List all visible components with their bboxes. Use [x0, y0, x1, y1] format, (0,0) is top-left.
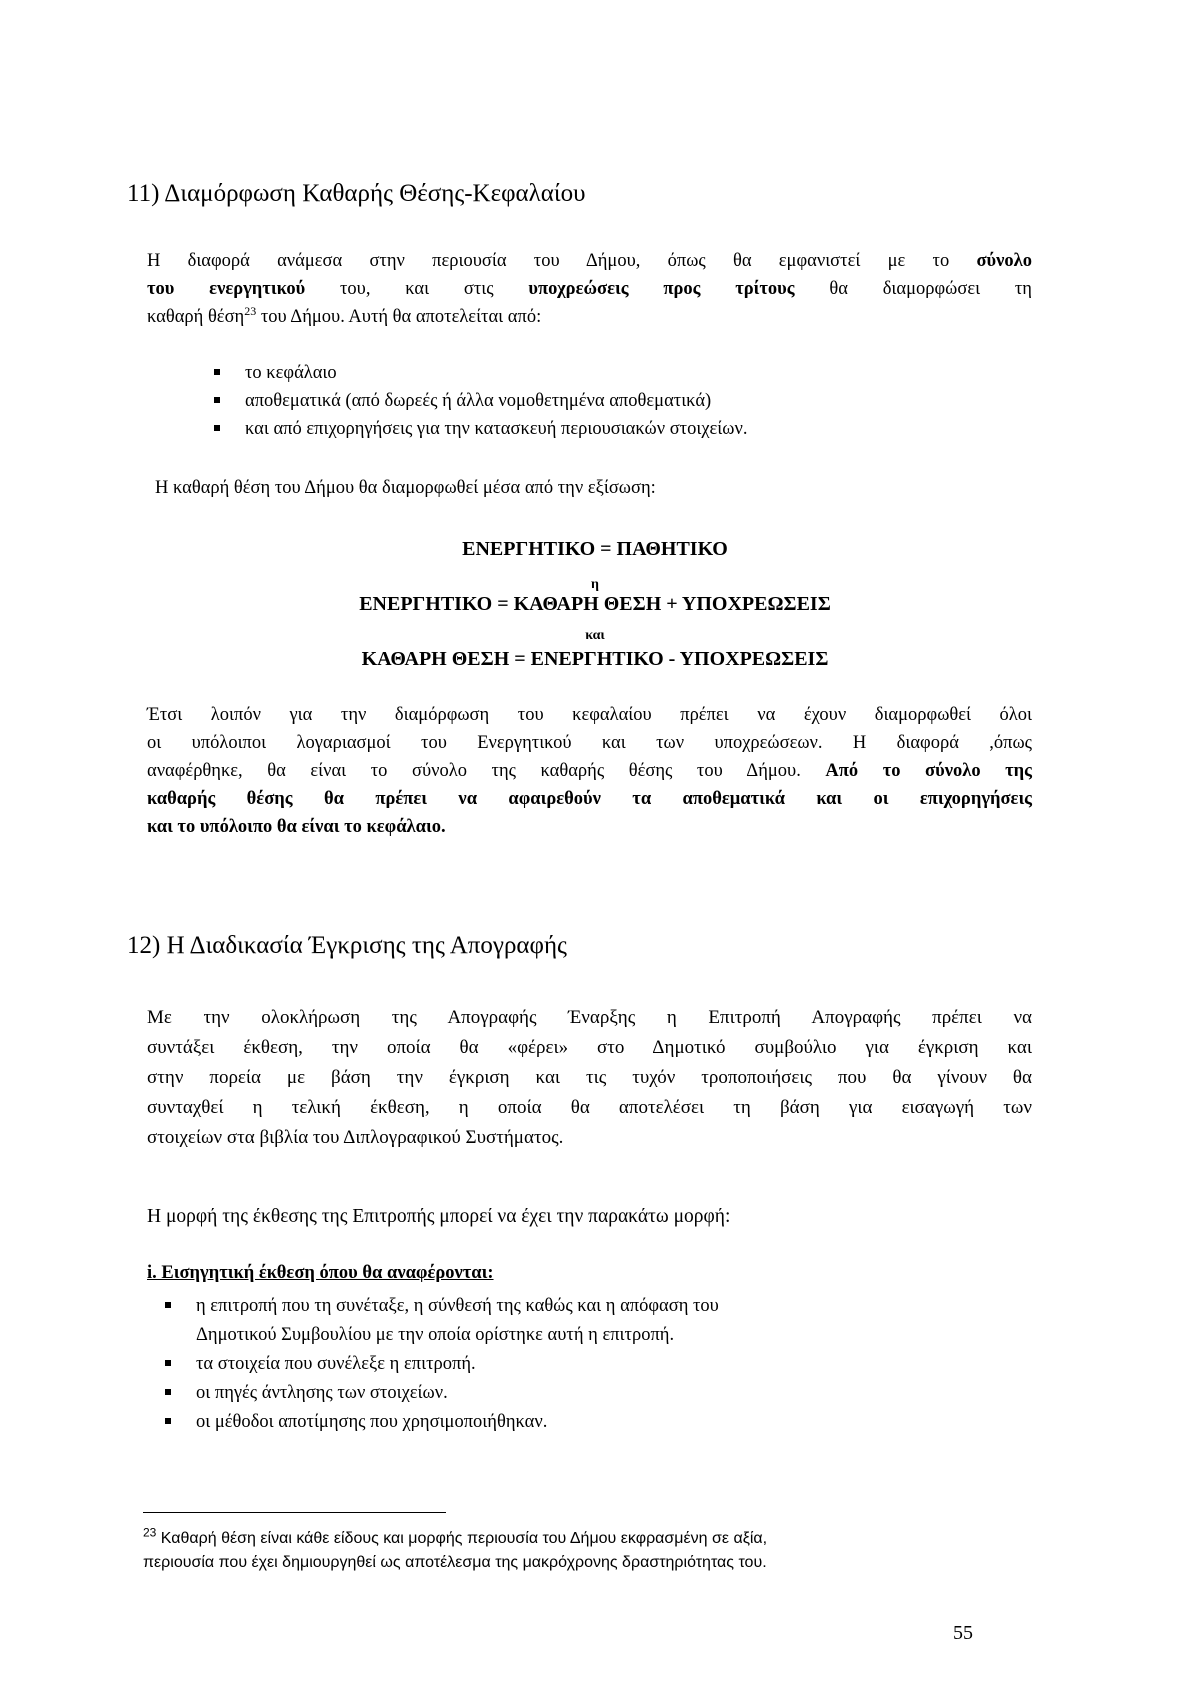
section-11-heading: 11) Διαμόρφωση Καθαρής Θέσης-Κεφαλαίου	[127, 180, 586, 207]
list-item	[210, 387, 747, 415]
bullet-icon	[165, 1389, 171, 1395]
bullet-icon	[165, 1302, 171, 1308]
list-item	[160, 1350, 719, 1379]
footnote-separator	[143, 1512, 446, 1513]
footnote-ref[interactable]: 23	[244, 303, 257, 318]
conclusion-line-5: και το υπόλοιπο θα είναι το κεφάλαιο.	[147, 817, 446, 837]
list-item-text: η επιτροπή που τη συνέταξε, η σύνθεσή της καθώς και η απόφαση του	[196, 1296, 719, 1316]
equation-intro: Η καθαρή θέση του Δήμου θα διαμορφωθεί μέσα από την εξίσωση:	[155, 478, 656, 498]
list-item-text: το κεφάλαιο	[245, 363, 337, 383]
intro-text: του Δήμου. Αυτή θα αποτελείται από:	[256, 307, 542, 327]
report-form-intro: Η μορφή της έκθεσης της Επιτροπής μπορεί να έχει την παρακάτω μορφή:	[147, 1206, 731, 1227]
approval-line-3: στην πορεία με βάση την έγκριση και τις τυχόν τροποποιήσεις που θα γίνουν θα	[147, 1067, 1032, 1088]
intro-bold-assets: του ενεργητικού	[147, 279, 306, 299]
equation-1: ΕΝΕΡΓΗΤΙΚΟ = ΠΑΘΗΤΙΚΟ	[462, 538, 728, 560]
equation-and: και	[585, 628, 605, 643]
approval-line-5: στοιχείων στα βιβλία του Διπλογραφικού Συστήματος.	[147, 1127, 564, 1148]
intro-line-3	[147, 303, 1032, 331]
list-item	[210, 359, 747, 387]
report-item-label: i. Εισηγητική έκθεση όπου θα αναφέρονται:	[147, 1263, 494, 1283]
footnote-line-1	[143, 1527, 1003, 1551]
bullet-icon	[214, 397, 220, 403]
footnote-number: 23	[143, 1525, 157, 1540]
list-item	[160, 1379, 719, 1408]
footnote-text: Καθαρή θέση είναι κάθε είδους και μορφής περιουσία του Δήμου εκφρασμένη σε αξία,	[156, 1530, 768, 1547]
equation-or: η	[591, 577, 599, 592]
equation-3: ΚΑΘΑΡΗ ΘΕΣΗ = ΕΝΕΡΓΗΤΙΚΟ - ΥΠΟΧΡΕΩΣΕΙΣ	[361, 648, 829, 670]
list-item-text: τα στοιχεία που συνέλεξε η επιτροπή.	[196, 1354, 476, 1374]
footnote-line-2: περιουσία που έχει δημιουργηθεί ως αποτέλεσμα της μακρόχρονης δραστηριότητας του.	[143, 1554, 767, 1571]
conclusion-line-4: καθαρής θέσης θα πρέπει να αφαιρεθούν τα αποθεματικά και οι επιχορηγήσεις	[147, 789, 1032, 809]
conclusion-text: αναφέρθηκε, θα είναι το σύνολο της καθαρής θέσης του Δήμου.	[147, 761, 826, 781]
list-item-text: Δημοτικού Συμβουλίου με την οποία ορίστηκε αυτή η επιτροπή.	[196, 1325, 675, 1345]
list-item	[160, 1292, 719, 1321]
conclusion-line-3	[147, 757, 1032, 785]
list-item	[160, 1408, 719, 1437]
intro-text: καθαρή θέση	[147, 307, 245, 327]
page-number: 55	[953, 1622, 973, 1644]
bullet-icon	[214, 425, 220, 431]
list-item	[210, 415, 747, 443]
list-item-text: αποθεματικά (από δωρεές ή άλλα νομοθετημένα αποθεματικά)	[245, 391, 712, 411]
intro-line-1	[147, 247, 1032, 275]
approval-line-2: συντάξει έκθεση, την οποία θα «φέρει» στο Δημοτικό συμβούλιο για έγκριση και	[147, 1037, 1032, 1058]
report-bullet-list	[160, 1292, 719, 1437]
approval-line-1: Με την ολοκλήρωση της Απογραφής Έναρξης η Επιτροπή Απογραφής πρέπει να	[147, 1007, 1032, 1028]
conclusion-bold-text: Από το σύνολο της	[825, 761, 1032, 781]
conclusion-line-1: Έτσι λοιπόν για την διαμόρφωση του κεφαλαίου πρέπει να έχουν διαμορφωθεί όλοι	[147, 705, 1032, 725]
intro-text: θα διαμορφώσει τη	[794, 279, 1032, 299]
bullet-icon	[165, 1360, 171, 1366]
intro-bold-total: σύνολο	[976, 251, 1032, 271]
intro-paragraph	[147, 247, 1032, 331]
intro-text: Η διαφορά ανάμεσα στην περιουσία του Δήμου, όπως θα εμφανιστεί με το	[147, 251, 977, 271]
list-item-continuation	[160, 1321, 719, 1350]
intro-text: του, και στις	[305, 279, 529, 299]
list-item-text: και από επιχορηγήσεις για την κατασκευή περιουσιακών στοιχείων.	[245, 419, 748, 439]
list-item-text: οι μέθοδοι αποτίμησης που χρησιμοποιήθηκαν.	[196, 1412, 548, 1432]
conclusion-line-2: οι υπόλοιποι λογαριασμοί του Ενεργητικού και των υποχρεώσεων. Η διαφορά ,όπως	[147, 733, 1032, 753]
approval-paragraph	[147, 1003, 1032, 1153]
list-item-text: οι πηγές άντλησης των στοιχείων.	[196, 1383, 448, 1403]
footnote	[143, 1527, 1003, 1575]
intro-bold-liabilities: υποχρεώσεις προς τρίτους	[528, 279, 795, 299]
equity-bullet-list	[210, 359, 747, 443]
equation-2: ΕΝΕΡΓΗΤΙΚΟ = ΚΑΘΑΡΗ ΘΕΣΗ + ΥΠΟΧΡΕΩΣΕΙΣ	[359, 593, 831, 615]
section-12-heading: 12) Η Διαδικασία Έγκρισης της Απογραφής	[127, 932, 567, 959]
conclusion-paragraph	[147, 701, 1032, 841]
bullet-icon	[214, 369, 220, 375]
approval-line-4: συνταχθεί η τελική έκθεση, η οποία θα αποτελέσει τη βάση για εισαγωγή των	[147, 1097, 1032, 1118]
bullet-icon	[165, 1418, 171, 1424]
intro-line-2	[147, 275, 1032, 303]
